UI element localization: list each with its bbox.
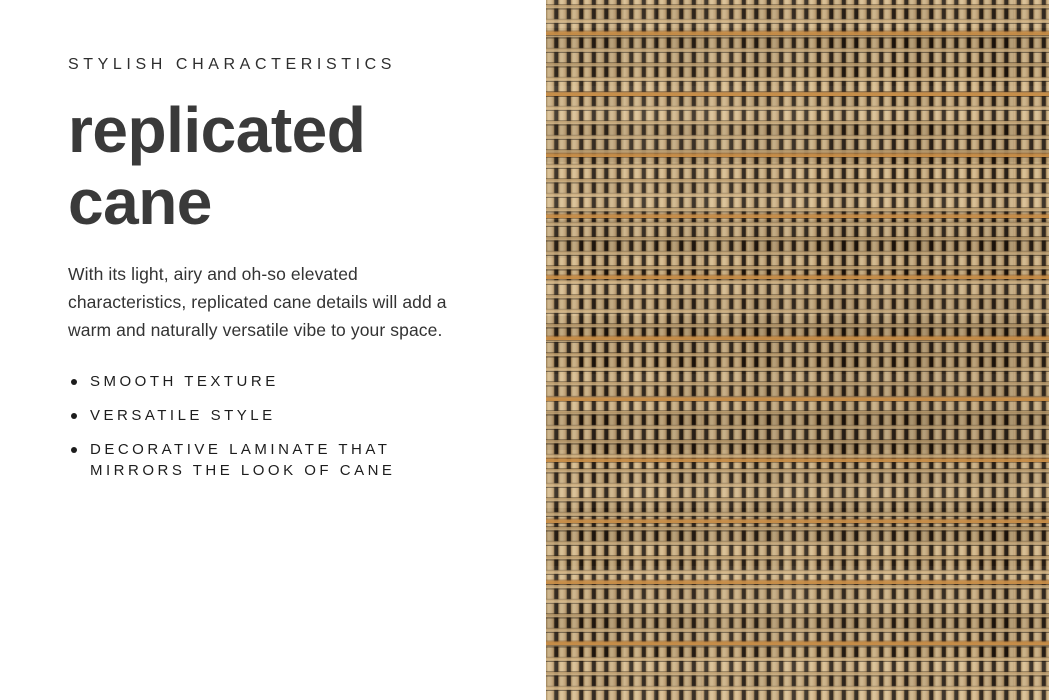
list-item-label: VERSATILE STYLE [90, 407, 276, 424]
list-item [68, 439, 422, 481]
list-item-label: DECORATIVE LAMINATE THAT MIRRORS THE LOOK OF CANE [90, 441, 396, 479]
feature-list [68, 371, 502, 481]
list-item-label: SMOOTH TEXTURE [90, 373, 279, 390]
bullet-dot-icon [71, 413, 77, 419]
bullet-dot-icon [71, 379, 77, 385]
cane-texture-image [546, 0, 1049, 700]
bullet-dot-icon [71, 447, 77, 453]
page-title [68, 94, 502, 238]
list-item [68, 371, 422, 392]
title-line-2: cane [68, 166, 212, 238]
eyebrow-heading: STYLISH CHARACTERISTICS [68, 56, 397, 73]
list-item [68, 405, 422, 426]
title-line-1: replicated [68, 94, 366, 166]
description-paragraph: With its light, airy and oh-so elevated characteristics, replicated cane details will add a warm and naturally versatile vibe to your space. [68, 264, 447, 340]
